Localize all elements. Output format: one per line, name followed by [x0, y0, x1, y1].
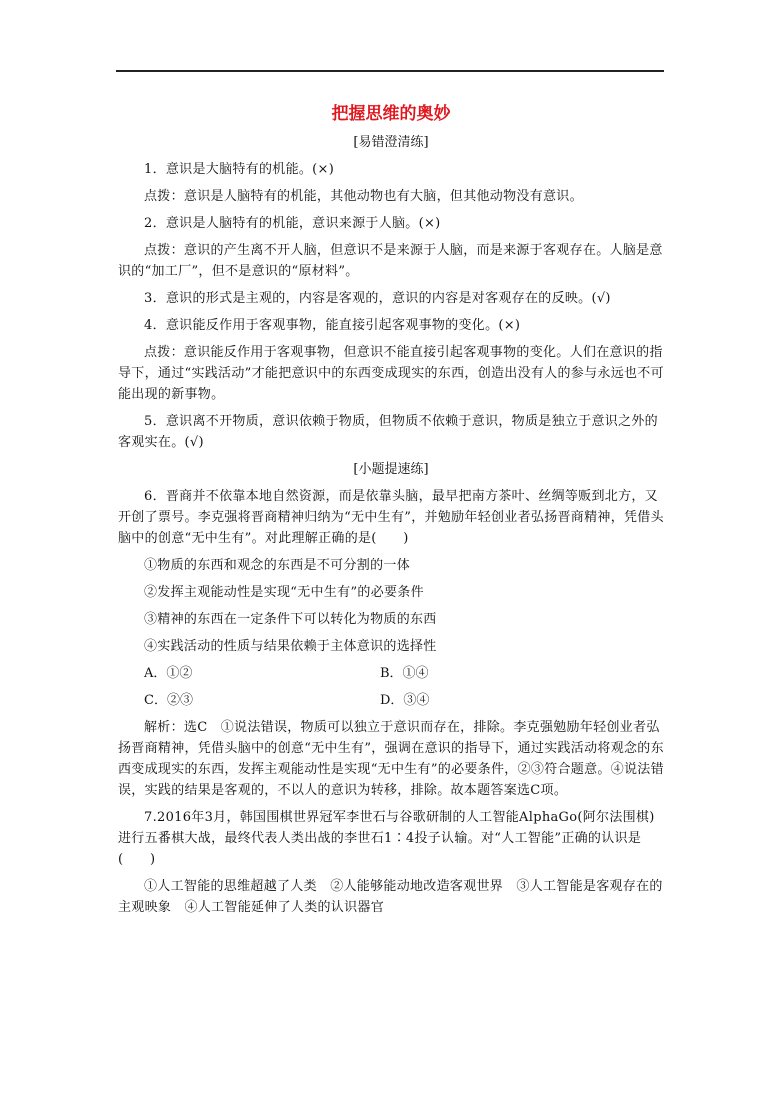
question-4: 4．意识能反作用于客观事物，能直接引起客观事物的变化。(×): [144, 318, 521, 333]
question-1: 1．意识是大脑特有的机能。(×): [144, 162, 335, 177]
question-7-options: ①人工智能的思维超越了人类 ②人能够能动地改造客观世界 ③人工智能是客观存在的主观映象 ④人工智能延伸了人类的认识器官: [118, 879, 663, 915]
question-6-choices-row-2: [118, 690, 664, 711]
choice-b: B．①④: [380, 666, 429, 681]
question-7-stem: 7.2016年3月，韩国围棋世界冠军李世石与谷歌研制的人工智能AlphaGo(阿尔法围棋)进行五番棋大战，最终代表人类出战的李世石1∶4投子认输。对“人工智能”正确的认识是( ): [118, 810, 655, 867]
choice-d: D．③④: [380, 693, 430, 708]
section-heading-error-clarification: [易错澄清练]: [353, 135, 429, 150]
question-6-option: ④实践活动的性质与结果依赖于主体意识的选择性: [144, 639, 437, 654]
hint-2: 点拨：意识的产生离不开人脑，但意识不是来源于人脑，而是来源于客观存在。人脑是意识的“加工厂”，但不是意识的“原材料”。: [118, 243, 663, 279]
question-6-option: ①物质的东西和观念的东西是不可分割的一体: [144, 558, 411, 573]
question-6-option: ③精神的东西在一定条件下可以转化为物质的东西: [144, 612, 437, 627]
choice-c: C．②③: [144, 693, 193, 708]
question-6-choices-row-1: [118, 663, 664, 684]
section-heading-quick-practice: [小题提速练]: [353, 462, 429, 477]
page-title: 把握思维的奥妙: [331, 104, 451, 124]
hint-1: 点拨：意识是人脑特有的机能，其他动物也有大脑，但其他动物没有意识。: [144, 189, 583, 204]
question-3: 3．意识的形式是主观的，内容是客观的，意识的内容是对客观存在的反映。(√): [144, 291, 611, 306]
question-6-stem: 6．晋商并不依靠本地自然资源，而是依靠头脑，最早把南方茶叶、丝绸等贩到北方，又开创了票号。李克强将晋商精神归纳为“无中生有”，并勉励年轻创业者弘扬晋商精神，凭借头脑中的创意“无中生有”。对此理解正确的是( ): [118, 489, 664, 546]
question-6-option: ②发挥主观能动性是实现“无中生有”的必要条件: [144, 585, 424, 600]
choice-a: A．①②: [144, 666, 193, 681]
question-2: 2．意识是人脑特有的机能，意识来源于人脑。(×): [144, 216, 441, 231]
hint-4: 点拨：意识能反作用于客观事物，但意识不能直接引起客观事物的变化。人们在意识的指导下，通过“实践活动”才能把意识中的东西变成现实的东西，创造出没有人的参与永远也不可能出现的新事物。: [118, 345, 664, 402]
document-body: [118, 102, 664, 924]
header-rule: [116, 70, 664, 72]
question-6-analysis: 解析：选C ①说法错误，物质可以独立于意识而存在，排除。李克强勉励年轻创业者弘扬晋商精神，凭借头脑中的创意“无中生有”，强调在意识的指导下，通过实践活动将观念的东西变成现实的东西，发挥主观能动性是实现“无中生有”的必要条件，②③符合题意。④说法错误，实践的结果是客观的，不以人的意识为转移，排除。故本题答案选C项。: [118, 720, 664, 798]
question-5: 5．意识离不开物质，意识依赖于物质，但物质不依赖于意识，物质是独立于意识之外的客观实在。(√): [118, 414, 658, 450]
